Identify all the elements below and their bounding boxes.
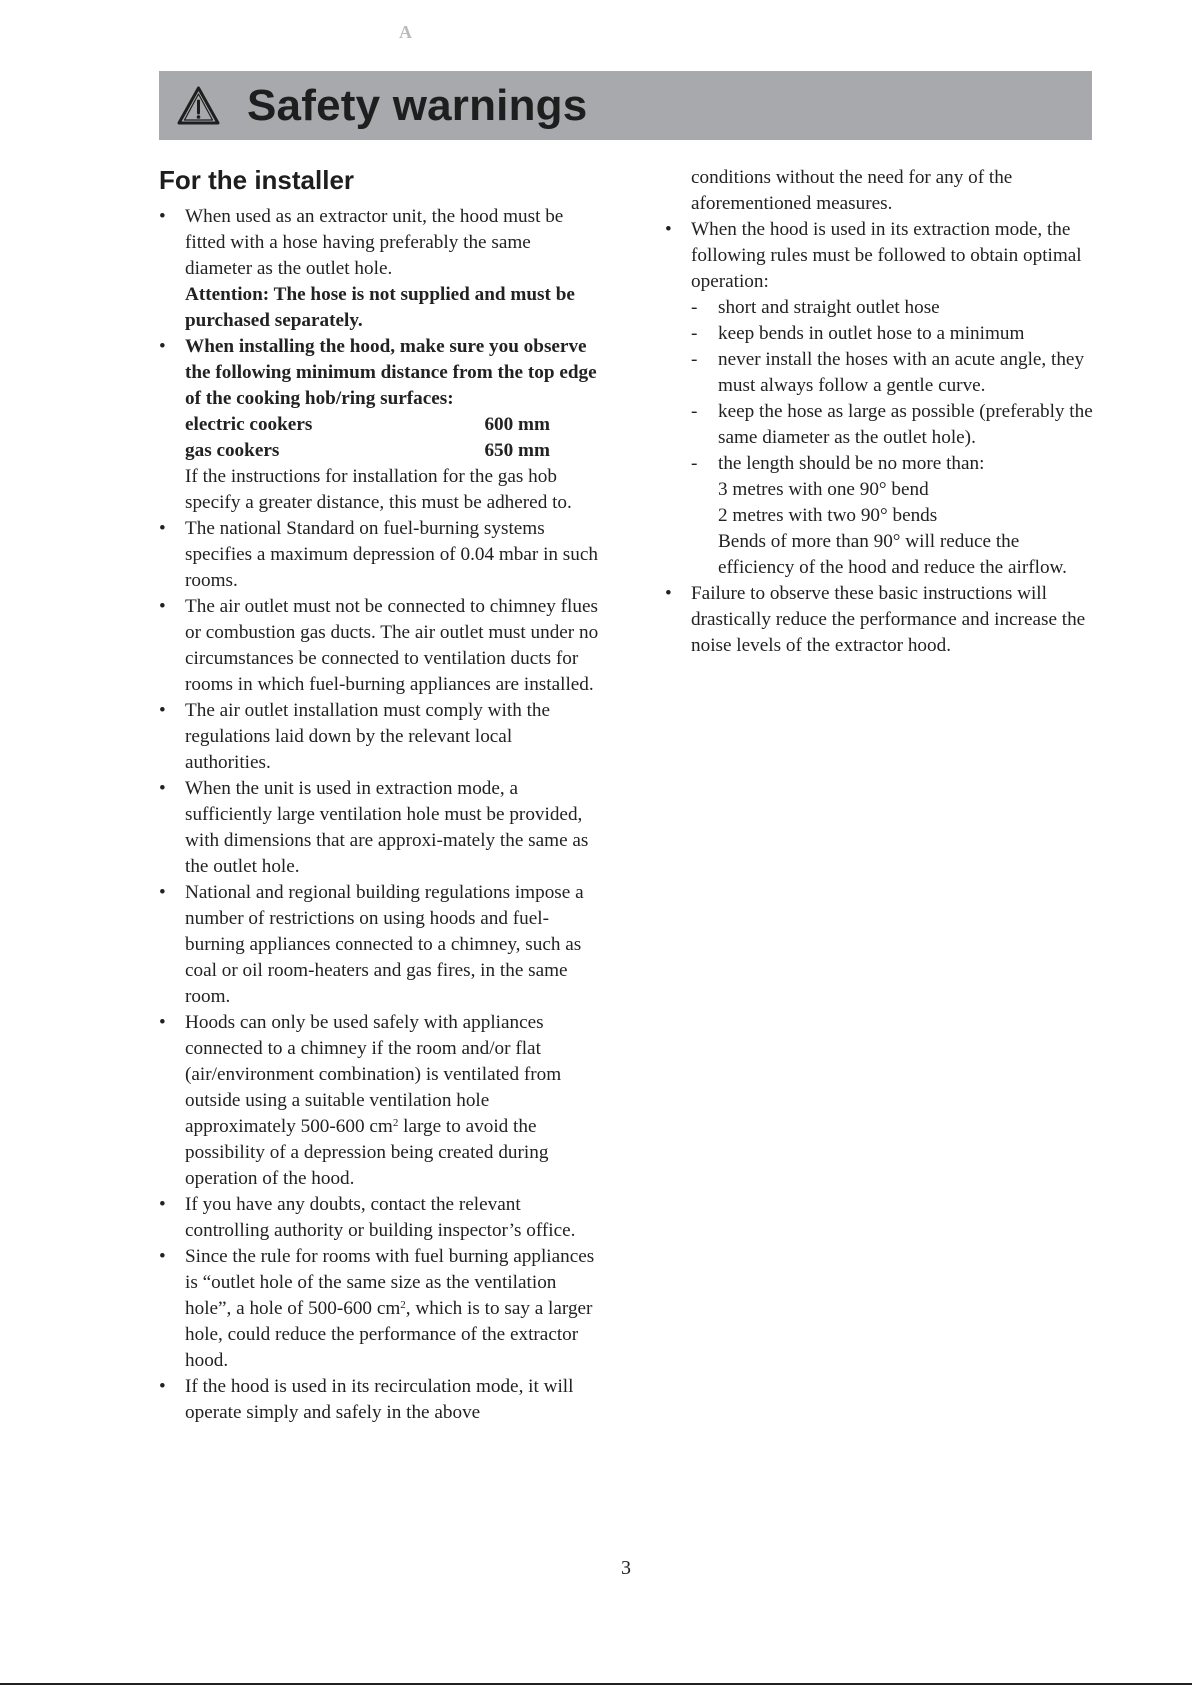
item-text: The air outlet installation must comply with the regulations laid down by the relevant local authorities.: [185, 700, 551, 773]
item-text-part: , which is to say a larger hole, could reduce the performance of the extractor hood.: [185, 1298, 593, 1371]
page-number: 3: [621, 1557, 631, 1579]
item-text: When the unit is used in extraction mode, a sufficiently large ventilation hole must be provided, with dimensions that are approxi-mately the same as the outlet hole.: [185, 778, 589, 877]
list-item: [665, 581, 1097, 659]
dash-item: [691, 451, 1097, 581]
item-text: If you have any doubts, contact the relevant controlling authority or building inspector’s office.: [185, 1194, 576, 1241]
list-item: [159, 334, 599, 516]
dash: -: [691, 453, 698, 474]
dash: -: [691, 401, 698, 422]
bullet: •: [665, 219, 672, 240]
item-text: If the instructions for installation for the gas hob specify a greater distance, this must be adhered to.: [185, 466, 572, 513]
list-item: [159, 1010, 599, 1192]
item-text: The national Standard on fuel-burning systems specifies a maximum depression of 0.04 mbar in such rooms.: [185, 518, 598, 591]
item-text: The air outlet must not be connected to chimney flues or combustion gas ducts. The air outlet must under no circumstances be connected to ventilation ducts for rooms in which fuel-burning appliances are installed.: [185, 596, 599, 695]
bullet: •: [159, 1376, 166, 1397]
bullet: •: [159, 596, 166, 617]
item-text: When the hood is used in its extraction mode, the following rules must be followed to obtain optimal operation:: [691, 219, 1082, 292]
dash-item: [691, 347, 1097, 399]
dash-text: short and straight outlet hose: [718, 297, 940, 318]
dash-text: Bends of more than 90° will reduce the efficiency of the hood and reduce the airflow.: [718, 531, 1067, 578]
item-text-part: large to avoid the possibility of a depression being created during operation of the hood.: [185, 1116, 549, 1189]
bullet: •: [159, 882, 166, 903]
list-item: [159, 880, 599, 1010]
distance-row: [185, 438, 550, 464]
dash-text: keep the hose as large as possible (preferably the same diameter as the outlet hole).: [718, 401, 1093, 448]
dash-item: [691, 321, 1097, 347]
list-item: [665, 217, 1097, 581]
dash-text: 2 metres with two 90° bends: [718, 505, 938, 526]
list-item: [159, 204, 599, 334]
dash: -: [691, 297, 698, 318]
item-text-part: Since the rule for rooms with fuel burning appliances is “outlet hole of the same size as the ventilation hole”, a hole of 500-600 cm: [185, 1246, 595, 1319]
bullet: •: [159, 206, 166, 227]
item-text: [185, 1244, 599, 1374]
bullet: •: [159, 336, 166, 357]
list-item: [159, 1192, 599, 1244]
dash-text: the length should be no more than:: [718, 453, 985, 474]
list-item: [159, 1374, 599, 1426]
bullet: •: [159, 1194, 166, 1215]
dash-item: [691, 399, 1097, 451]
list-item: [159, 1244, 599, 1374]
corner-mark: A: [399, 22, 412, 42]
item-text: When installing the hood, make sure you observe the following minimum distance from the top edge of the cooking hob/ring surfaces:: [185, 336, 597, 409]
page-title: Safety warnings: [247, 80, 588, 130]
continuation-text: conditions without the need for any of the aforementioned measures.: [691, 167, 1013, 214]
left-column: [159, 160, 599, 1426]
warning-triangle-icon: [176, 85, 221, 127]
dash-text: never install the hoses with an acute angle, they must always follow a gentle curve.: [718, 349, 1085, 396]
distance-row: [185, 412, 550, 438]
bullet: •: [159, 778, 166, 799]
item-text: [185, 1010, 599, 1192]
superscript: 2: [400, 1299, 406, 1311]
item-attention-text: Attention: The hose is not supplied and must be purchased separately.: [185, 284, 575, 331]
bullet: •: [159, 1246, 166, 1267]
dash-text: 3 metres with one 90° bend: [718, 479, 929, 500]
bullet: •: [159, 700, 166, 721]
list-item: [159, 594, 599, 698]
dash: -: [691, 323, 698, 344]
bullet: •: [665, 583, 672, 604]
item-text: When used as an extractor unit, the hood must be fitted with a hose having preferably the same diameter as the outlet hole.: [185, 206, 564, 279]
section-heading: For the installer: [159, 165, 355, 195]
item-text: National and regional building regulations impose a number of restrictions on using hoods and fuel-burning appliances connected to a chimney, such as coal or oil room-heaters and gas fires, in the same room.: [185, 882, 584, 1007]
distance-label: electric cookers: [185, 414, 313, 435]
bullet: •: [159, 518, 166, 539]
header-banner: [159, 71, 1092, 140]
distance-value: 600 mm: [484, 414, 550, 435]
dash: -: [691, 349, 698, 370]
list-item: [159, 516, 599, 594]
dash-text: keep bends in outlet hose to a minimum: [718, 323, 1025, 344]
list-item: [159, 776, 599, 880]
superscript: 2: [392, 1117, 399, 1129]
item-text: Failure to observe these basic instructions will drastically reduce the performance and increase the noise levels of the extractor hood.: [691, 583, 1086, 656]
item-text: If the hood is used in its recirculation mode, it will operate simply and safely in the above: [185, 1376, 574, 1423]
distance-value: 650 mm: [484, 440, 550, 461]
item-text-part: Hoods can only be used safely with appliances connected to a chimney if the room and/or flat (air/environment combination) is ventilated from outside using a suitable ventilation hole approximately 500-600 cm: [185, 1012, 562, 1137]
distance-label: gas cookers: [185, 440, 280, 461]
right-column: [665, 165, 1097, 659]
dash-item: [691, 295, 1097, 321]
bullet: •: [159, 1012, 166, 1033]
list-item: [159, 698, 599, 776]
